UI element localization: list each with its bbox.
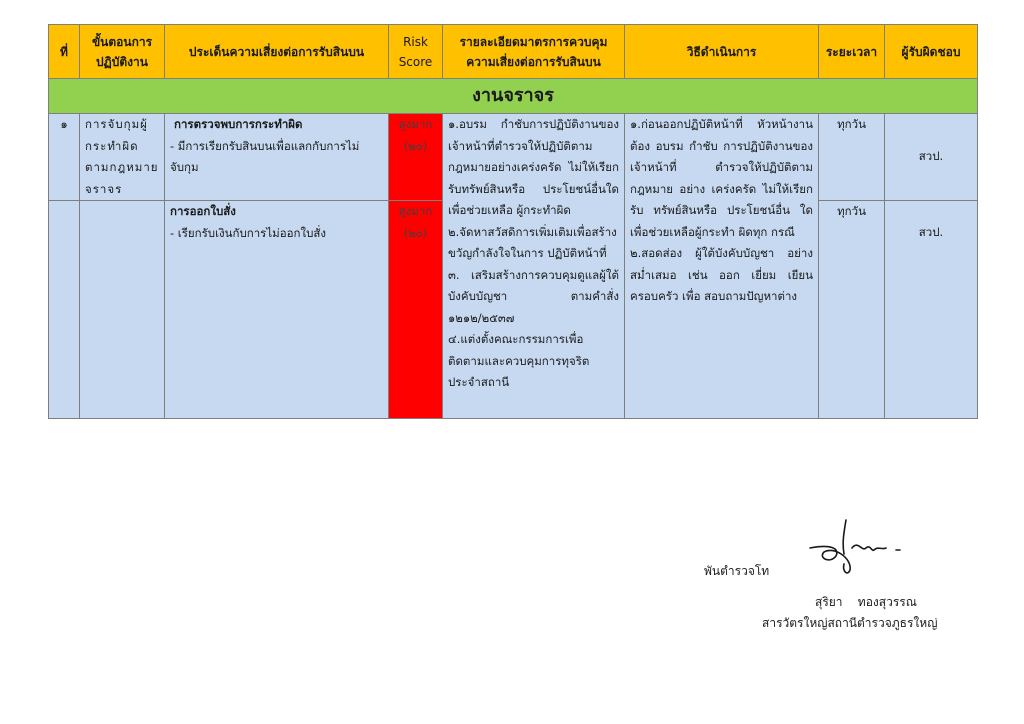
score-value: (๒๐) — [403, 225, 428, 240]
method-item: ๒.สอดส่อง ผู้ใต้บังคับบัญชา อย่างสม่ำเสมอ เช่น ออก เยี่ยม เยียน ครอบครัว เพื่อ สอบถามปัญหาต่าง — [630, 246, 813, 303]
control-item: ๓. เสริมสร้างการควบคุมดูแลผู้ใต้บังคับบัญชา ตามคำสั่ง ๑๒๑๒/๒๕๓๗ — [448, 267, 619, 325]
row-number — [49, 201, 80, 419]
step-cell: การจับกุมผู้กระทำผิดตามกฎหมายจราจร — [80, 114, 165, 201]
header-step: ขั้นตอนการปฏิบัติงาน — [80, 25, 165, 79]
header-responsible: ผู้รับผิดชอบ — [885, 25, 978, 79]
risk-score-cell — [389, 201, 443, 419]
control-item: ๔.แต่งตั้งคณะกรรมการเพื่อติดตามและควบคุมการทุจริตประจำสถานี — [448, 332, 590, 389]
period-cell: ทุกวัน — [819, 201, 885, 419]
issue-detail: - เรียกรับเงินกับการไม่ออกใบสั่ง — [170, 225, 327, 240]
header-control-detail: รายละเอียดมาตรการควบคุมความเสี่ยงต่อการรับสินบน — [443, 25, 625, 79]
header-risk-issue: ประเด็นความเสี่ยงต่อการรับสินบน — [165, 25, 389, 79]
table-row — [49, 114, 978, 201]
signature-rank: พันตำรวจโท — [704, 564, 770, 578]
responsible-value: สวป. — [918, 225, 944, 239]
control-detail-cell — [443, 114, 625, 419]
risk-table — [48, 24, 978, 419]
row-number: ๑ — [49, 114, 80, 201]
method-cell — [625, 114, 819, 419]
header-row — [49, 25, 978, 79]
section-title: งานจราจร — [49, 79, 978, 114]
header-period: ระยะเวลา — [819, 25, 885, 79]
score-label: สูงมาก — [398, 204, 433, 218]
issue-title: การออกใบสั่ง — [170, 204, 236, 218]
header-method: วิธีดำเนินการ — [625, 25, 819, 79]
method-item: ๑.ก่อนออกปฏิบัติหน้าที่ หัวหน้างานต้อง อบรม กำชับ การปฏิบัติงานของ เจ้าหน้าที่ ตำรวจให้ปฏิบัติตามกฎหมาย อย่าง เคร่งครัด ไม่ให้เรียกรับ ทรัพย์สินหรือ ประโยชน์อื่น ใด เพื่อช่วยเหลือผู้กระทำ ผิดทุก กรณี — [630, 117, 813, 239]
responsible-cell: สวป. — [885, 114, 978, 201]
section-row — [49, 79, 978, 114]
issue-detail: - มีการเรียกรับสินบนเพื่อแลกกับการไม่จับกุม — [170, 138, 360, 174]
handwritten-signature — [800, 518, 910, 578]
score-value: (๒๐) — [403, 138, 428, 153]
header-no: ที่ — [49, 25, 80, 79]
risk-score-cell — [389, 114, 443, 201]
header-risk-score: Risk Score — [389, 25, 443, 79]
step-cell — [80, 201, 165, 419]
signature-position: สารวัตรใหญ่สถานีตำรวจภูธรใหญ่ — [762, 616, 938, 630]
signature-name: สุริยา ทองสุวรรณ — [815, 595, 917, 609]
responsible-cell — [885, 201, 978, 419]
control-item: ๒.จัดหาสวัสดิการเพิ่มเติมเพื่อสร้างขวัญกำลังใจในการ ปฏิบัติหน้าที่ — [448, 224, 617, 260]
risk-issue-cell — [165, 114, 389, 201]
issue-title: การตรวจพบการกระทำผิด — [174, 117, 303, 131]
period-cell: ทุกวัน — [819, 114, 885, 201]
score-label: สูงมาก — [398, 117, 433, 131]
risk-issue-cell — [165, 201, 389, 419]
control-item: ๑.อบรม กำชับการปฏิบัติงานของเจ้าหน้าที่ตำรวจให้ปฏิบัติตามกฎหมายอย่างเคร่งครัด ไม่ให้เรียกรับทรัพย์สินหรือ ประโยชน์อื่นใดเพื่อช่วยเหลือ ผู้กระทำผิด — [448, 117, 619, 217]
